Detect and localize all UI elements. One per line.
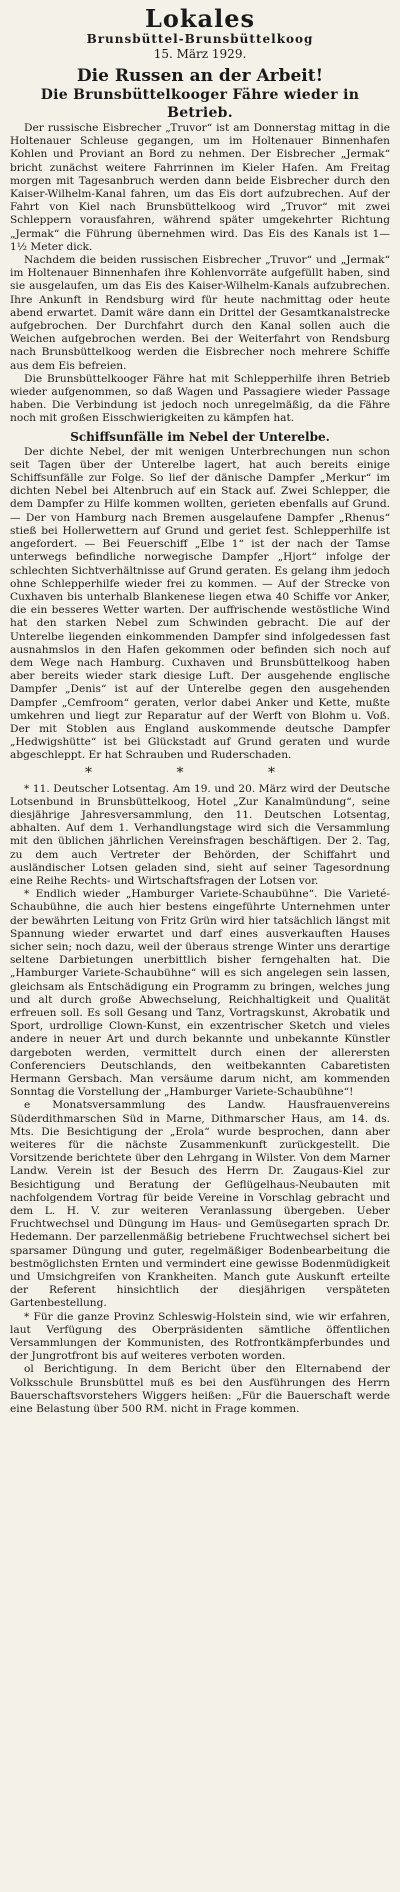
notice-paragraph: * Endlich wieder „Hamburger Variete-Schaubühne“. Die Varieté-Schaubühne, die auch hier bestens eingeführte Unternehmen unter der bewährten Leitung von Fritz Grün wird hier tatsächlich längst mit Spannung wieder erwartet und darf eines ausverkauften Hauses sicher sein; noch dazu, weil der überaus strenge Winter uns derartige seltene Darbietungen unerbittlich bisher ferngehalten hat. Die „Hamburger Variete-Schaubühne“ will es sich angelegen sein lassen, gleichsam als Entschädigung ein Programm zu bringen, welches jung und alt durch große Abwechselung, Reichhaltigkeit und Qualität erfreuen soll. Es soll Gesang und Tanz, Vortragskunst, Akrobatik und Sport, urdrollige Clown-Kunst, ein exzentrischer Sketch und vieles andere in neuer Art und durch bekannte und unbekannte Künstler dargeboten werden, vermittelt durch einen der allerersten Conferenciers Deutschlands, den weitbekannten Cabaretisten Hermann Gersbach. Man versäume darum nicht, am kommenden Sonntag die Vorstellung der „Hamburger Variete-Schaubühne“! <box>10 888 390 1099</box>
article-headline: Die Russen an der Arbeit! <box>76 66 324 86</box>
issue-date: 15. März 1929. <box>153 47 247 61</box>
article-paragraph: Der russische Eisbrecher „Truvor“ ist am Donnerstag mittag in die Holtenauer Schleuse gegangen, um im Holtenauer Binnenhafen Kohlen und Proviant an Bord zu nehmen. Der Eisbrecher „Jermak“ bricht zunächst weitere Fahrrinnen im Kieler Hafen. Am Freitag morgen mit Tagesanbruch werden dann beide Eisbrecher durch den Kaiser-Wilhelm-Kanal fahren, um das Eis dort aufzubrechen. Auf der Fahrt von Kiel nach Brunsbüttelkoog wird „Truvor“ mit zwei Schleppern vorausfahren, während später umgekehrter Richtung „Jermak“ die Führung übernehmen wird. Das Eis des Kanals ist 1—1½ Meter dick. <box>10 122 390 253</box>
article-subheadline: Die Brunsbüttelkooger Fähre wieder in Betrieb. <box>40 87 360 121</box>
masthead <box>10 6 390 62</box>
article-paragraph: Nachdem die beiden russischen Eisbrecher „Truvor“ und „Jermak“ im Holtenauer Binnenhafen ihre Kohlenvorräte aufgefüllt haben, sind sie ausgelaufen, um das Eis des Kaiser-Wilhelm-Kanals aufzubrechen. Ihre Ankunft in Rendsburg wird für heute nachmittag oder heute abend erwartet. Damit wäre dann ein Drittel der Gesamtkanalstrecke aufgebrochen. Der Durchfahrt durch den Kanal sollen auch die Weichen aufgebrochen werden. Bei der Weiterfahrt von Rendsburg nach Brunsbüttelkoog werden die Eisbrecher noch mehrere Schiffe aus dem Eis befreien. <box>10 254 390 372</box>
notice-paragraph: * 11. Deutscher Lotsentag. Am 19. und 20. März wird der Deutsche Lotsenbund in Brunsbüttelkoog, Hotel „Zur Kanalmündung“, seine diesjährige Jahresversammlung, den 11. Deutschen Lotsentag, abhalten. Auf dem 1. Verhandlungstage wird sich die Versammlung mit den üblichen jährlichen Vereinsfragen beschäftigen. Der 2. Tag, zu dem auch Vertreter der Behörden, der Schiffahrt und ausländischer Lotsen geladen sind, sieht auf seiner Tagesordnung eine Reihe Rechts- und Wirtschaftsfragen der Lotsen vor. <box>10 782 390 887</box>
section-subtitle: Brunsbüttel-Brunsbüttelkoog <box>86 32 314 46</box>
notice-paragraph: e Monatsversammlung des Landw. Hausfrauenvereins Süderdithmarschen Süd in Marne, Dithmarscher Haus, am 14. ds. Mts. Die Besichtigung der „Erola“ wurde besprochen, dann aber weiteres für die nächste Zusammenkunft zurückgestellt. Die Vorsitzende berichtete über den Lehrgang in Wilster. Von dem Marner Landw. Verein ist der Besuch des Herrn Dr. Zaugaus-Kiel zur Besichtigung und Beratung der Geflügelhaus-Neubauten mit nachfolgendem Vortrag für beide Vereine in Vorschlag gebracht und dem L. H. V. zur weiteren Veranlassung übergeben. Ueber Fruchtwechsel und Düngung im Haus- und Gemüsegarten sprach Dr. Hedemann. Der parzellenmäßig betriebene Fruchtwechsel sichert bei sparsamer Düngung und guter, regelmäßiger Bodenbearbeitung die bestmöglichsten Ernten und vermindert eine gewisse Bodenmüdigkeit und Umsichgreifen von Krankheiten. Manch gute Auskunft erteilte der Referent hinsichtlich der diesjährigen verspäteten Gartenbestellung. <box>10 1099 390 1310</box>
notice-paragraph: ol Berichtigung. In dem Bericht über den Elternabend der Volksschule Brunsbüttel muß es bei den Ausführungen des Herrn Bauerschaftsvorstehers Wiggers heißen: „Für die Bauerschaft werde eine Belastung über 500 RM. nicht in Frage kommen. <box>10 1363 390 1416</box>
article-heading: Schiffsunfälle im Nebel der Unterelbe. <box>70 429 330 444</box>
notice-paragraph: * Für die ganze Provinz Schleswig-Holstein sind, wie wir erfahren, laut Verfügung des Oberpräsidenten sämtliche öffentlichen Versammlungen der Kommunisten, des Rotfrontkämpferbundes und der Jungrotfront bis auf weiteres verboten worden. <box>10 1310 390 1363</box>
article-paragraph: Die Brunsbüttelkooger Fähre hat mit Schlepperhilfe ihren Betrieb wieder aufgenommen, so daß Wagen und Passagiere wieder Passage haben. Die Verbindung ist jedoch noch unregelmäßig, da die Fähre noch mit großen Eisschwierigkeiten zu kämpfen hat. <box>10 372 390 425</box>
article-paragraph: Der dichte Nebel, der mit wenigen Unterbrechungen nun schon seit Tagen über der Unterelbe lagert, hat auch bereits einige Schiffsunfälle zur Folge. So lief der dänische Dampfer „Merkur“ im dichten Nebel bei Altenbruch auf ein Stack auf. Zwei Schlepper, die dem Dampfer zu Hilfe kommen wollten, gerieten ebenfalls auf Grund. — Der von Hamburg nach Bremen ausgelaufene Dampfer „Rhenus“ stieß bei Hollerwettern auf Grund und geriet fest. Schlepperhilfe ist angefordert. — Bei Feuerschiff „Elbe 1“ ist der nach der Tamse unterwegs befindliche norwegische Dampfer „Hjort“ infolge der schlechten Sichtverhältnisse auf Grund geraten. Es gelang ihm jedoch ohne Schlepperhilfe wieder frei zu kommen. — Auf der Strecke von Cuxhaven bis unterhalb Blankenese liegen etwa 40 Schiffe vor Anker, die ein besseres Wetter warten. Der auffrischende westöstliche Wind hat den starken Nebel zum Schwinden gebracht. Die auf der Unterelbe liegenden einkommenden Dampfer sind infolgedessen fast ausnahmslos in den Hafen gekommen oder befinden sich noch auf dem Wege nach Hamburg. Cuxhaven und Brunsbüttelkoog haben aber bereits wieder stark diesige Luft. Der ausgehende englische Dampfer „Denis“ ist auf der Unterelbe gegen den ausgehenden Dampfer „Cemfroom“ geraten, verlor dabei Anker und Kette, mußte umkehren und liegt zur Reparatur auf der Werft von Blohm u. Voß. Der mit Stoblen aus England auskommende deutsche Dampfer „Hedwigshütte“ ist bei Glückstadt auf Grund geraten und wurde abgeschleppt. Er hat Schrauben und Ruderschaden. <box>10 445 390 762</box>
section-divider-stars: * * * <box>85 764 315 781</box>
section-title: Lokales <box>145 4 255 33</box>
